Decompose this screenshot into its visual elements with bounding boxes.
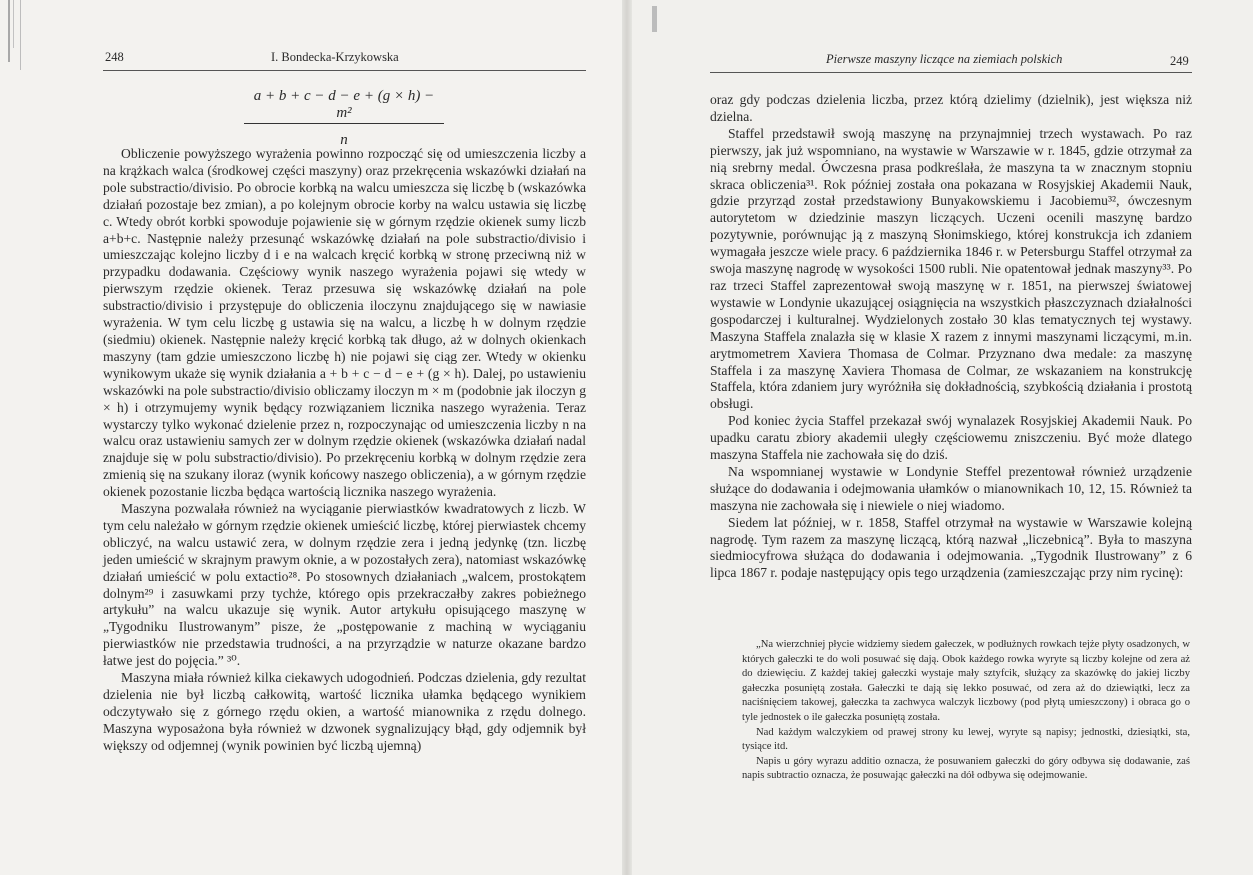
paragraph: oraz gdy podczas dzielenia liczba, przez którą dzielimy (dzielnik), jest większa niż dzielna. [710, 92, 1192, 124]
running-head-right: Pierwsze maszyny liczące na ziemiach polskich [826, 52, 1063, 66]
quote-paragraph: Nad każdym walczykiem od prawej strony ku lewej, wyryte są napisy; jednostki, dziesiątki, sta, tysiące itd. [742, 726, 1190, 753]
right-body-text [710, 92, 1192, 582]
left-body-text [103, 146, 586, 755]
header-rule-left [103, 70, 586, 71]
paragraph: Staffel przedstawił swoją maszynę na przynajmniej trzech wystawach. Po raz pierwszy, jak już wspomniano, na wystawie w Warszawie w r. 1845, gdzie otrzymał za nią srebrny medal. Ówczesna prasa podkreślała, że maszyna ta w znacznym stopniu skraca obliczenia³¹. Rok później została ona pokazana w Rosyjskiej Akademii Nauk, gdzie przyrząd został przedstawiony Bunyakowskiemu i Jacobiemu³², ówczesnym autorytetom w dziedzinie maszyn liczących. Uczeni ocenili maszynę bardzo pozytywnie, porównując ją z maszyną Słonimskiego, której konstrukcja ich zdaniem wymagała jeszcze wiele pracy. 6 października 1846 r. w Petersburgu Staffel otrzymał za swoja maszynę nagrodę w wysokości 1500 rubli. Nie opatentował jednak maszyny³³. Po raz trzeci Staffel zaprezentował swoją maszynę w r. 1851, na pierwszej światowej wystawie w Londynie ukazującej osiągnięcia na wszystkich płaszczyznach działalności gospodarczej i kulturalnej. Wydzielonych zostało 30 klas tematycznych tej wystawy. Maszyna Staffela znalazła się w klasie X razem z innymi maszynami liczącymi, m.in. arytmometrem Xaviera Thomasa de Colmar. Przyznano dwa medale: za maszynę Staffela i za maszynę Xaviera Thomasa de Colmar, ze wskazaniem na konstrukcję Staffela, która zdaniem jury wyróżniła się dokładnością, szybkością działania i prostotą obsługi. [710, 125, 1192, 412]
paragraph: Maszyna pozwalała również na wyciąganie pierwiastków kwadratowych z liczb. W tym celu należało w górnym rzędzie okienek umieścić liczbę, której pierwiastek chcemy obliczyć, na walcu ustawić zera, w dolnym rzędzie zera i jedną jedynkę (tzn. liczbę jeden umieścić w skrajnym prawym oknie, a w pozostałych zera), natomiast wskazówkę działań umieścić w polu extactio²⁸. Po stosownych działaniach „walcem, prostokątem dolnym²⁹ i zasuwkami przy tychże, którego opis przekraczałby zakres pobieżnego artykułu” na walcu ukazuje się wynik. Autor artykułu opisującego maszynę w „Tygodniku Ilustrowanym” pisze, że „postępowanie z machiną w wyciąganiu pierwiastków nie przedstawia trudności, a na przyrządzie w naturze okazane bardzo łatwe jest do pojęcia.” ³⁰. [103, 501, 586, 669]
scan-edge-mark [8, 0, 10, 62]
header-rule-right [710, 72, 1192, 73]
running-head-left: I. Bondecka-Krzykowska [271, 50, 399, 64]
formula [244, 88, 444, 149]
paragraph: Maszyna miała również kilka ciekawych udogodnień. Podczas dzielenia, gdy rezultat dzielenia nie był liczbą całkowitą, wartość licznika ułamka będącego wynikiem odczytywało się z górnego rzędu okien, a wartość mianownika z rzędu dolnego. Maszyna wyposażona była również w dzwonek sygnalizujący błąd, gdy odjemnik był większy od odjemnej (wynik powinien być liczbą ujemną) [103, 670, 586, 753]
paragraph: Obliczenie powyższego wyrażenia powinno rozpocząć się od umieszczenia liczby a na krążkach walca (środkowej części maszyny) oraz przekręcenia wskazówki działań na pole substractio/divisio. Po obrocie korbką na walcu umieszcza się liczbę b (wskazówka działań pozostaje bez zmian), a po kolejnym obrocie korby na walcu ustawia się liczbę c. Wtedy obrót korbki spowoduje pojawienie się w górnym rzędzie okienek sumy liczb a+b+c. Następnie należy przesunąć wskazówkę działań na pole substractio/divisio i umieszczając kolejno liczby d i e na walcach kręcić korbką w stronę przeciwną niż w przypadku dodawania. Częściowy wynik naszego wyrażenia pojawi się wtedy w pierwszym rzędzie okienek. Teraz przesuwa się wskazówkę działań na pole substractio/divisio i przystępuje do obliczenia iloczynu znajdującego się w nawiasie wyrażenia. W tym celu liczbę g ustawia się na walcu, a liczbę h w dolnym rzędzie (siedmiu) okienek. Następnie należy kręcić korbką tak długo, aż w dolnych okienkach maszyny (tam gdzie umieszczono liczbę h) nie pojawi się ciąg zer. Wtedy w okienku wynikowym ukaże się wynik działania a + b + c − d − e + (g × h). Dalej, po ustawieniu wskazówki na pole substractio/divisio obliczamy iloczyn m × m (podobnie jak iloczyn g × h) i otrzymujemy wynik będący rozwiązaniem licznika naszego wyrażenia. Teraz wystarczy tylko wykonać dzielenie przez n, rozpoczynając od umieszczenia liczby n na walcu oraz ustawieniu samych zer w dolnym rzędzie okienek (wskazówka działań nadal znajduje się w polu substractio/divisio). Po przekręceniu korbką w dolnym rzędzie zera zmienią się na szukany iloraz (wynik końcowy naszego obliczenia), a w górnym rzędzie okienek pozostanie liczba będąca wartością licznika naszego wyrażenia. [103, 146, 586, 500]
scan-edge-mark [652, 6, 657, 32]
formula-denominator: n [340, 132, 348, 148]
scan-edge-mark [13, 0, 14, 48]
paragraph: Pod koniec życia Staffel przekazał swój wynalazek Rosyjskiej Akademii Nauk. Po upadku caratu zbiory akademii uległy częściowemu zniszczeniu. Być może dlatego maszyna Staffela nie zachowała się do dziś. [710, 413, 1192, 463]
paragraph: Siedem lat później, w r. 1858, Staffel otrzymał na wystawie w Warszawie kolejną nagrodę. Tym razem za maszynę liczącą, którą nazwał „liczebnicą”. Była to maszyna siedmiocyfrowa służąca do dodawania i odejmowania. „Tygodnik Ilustrowany” z 6 lipca 1867 r. podaje następujący opis tego urządzenia (zamieszczając przy nim rycinę): [710, 514, 1192, 581]
formula-numerator: a + b + c − d − e + (g × h) − m² [244, 88, 444, 124]
page-number-right: 249 [1170, 54, 1189, 68]
paragraph: Na wspomnianej wystawie w Londynie Steffel prezentował również urządzenie służące do dodawania i odejmowania ułamków o mianownikach 10, 12, 15. Również ta maszyna nie zachowała się i niewiele o niej wiadomo. [710, 463, 1192, 513]
quote-paragraph: Napis u góry wyrazu additio oznacza, że posuwaniem gałeczki do góry odbywa się dodawanie, zaś napis subtractio oznacza, że posuwając gałeczki na dół odbywa się odejmowanie. [742, 755, 1190, 782]
quote-paragraph: „Na wierzchniej płycie widziemy siedem gałeczek, w podłużnych rowkach tejże płyty osadzonych, w których gałeczki te do woli posuwać się dają. Obok każdego rowka wyryte są liczby kolejne od zera aż do dziewięciu. Z każdej takiej gałeczki wystaje mały sztyfcik, służący za skazówkę do jakiej liczby gałeczka posuniętą została. Gałeczki te dają się lekko posuwać, od zera aż do dziewiątki, lecz za naciśnięciem takowej, gałeczka ta zachwyca walczyk liczbowy (pod płytą umieszczony) i obraca go o tyle jednostek o ile gałeczka posuniętą została. [742, 639, 1190, 723]
page-number-left: 248 [105, 50, 124, 64]
scan-edge-mark [20, 0, 21, 70]
block-quote [742, 638, 1190, 784]
book-gutter [622, 0, 632, 875]
